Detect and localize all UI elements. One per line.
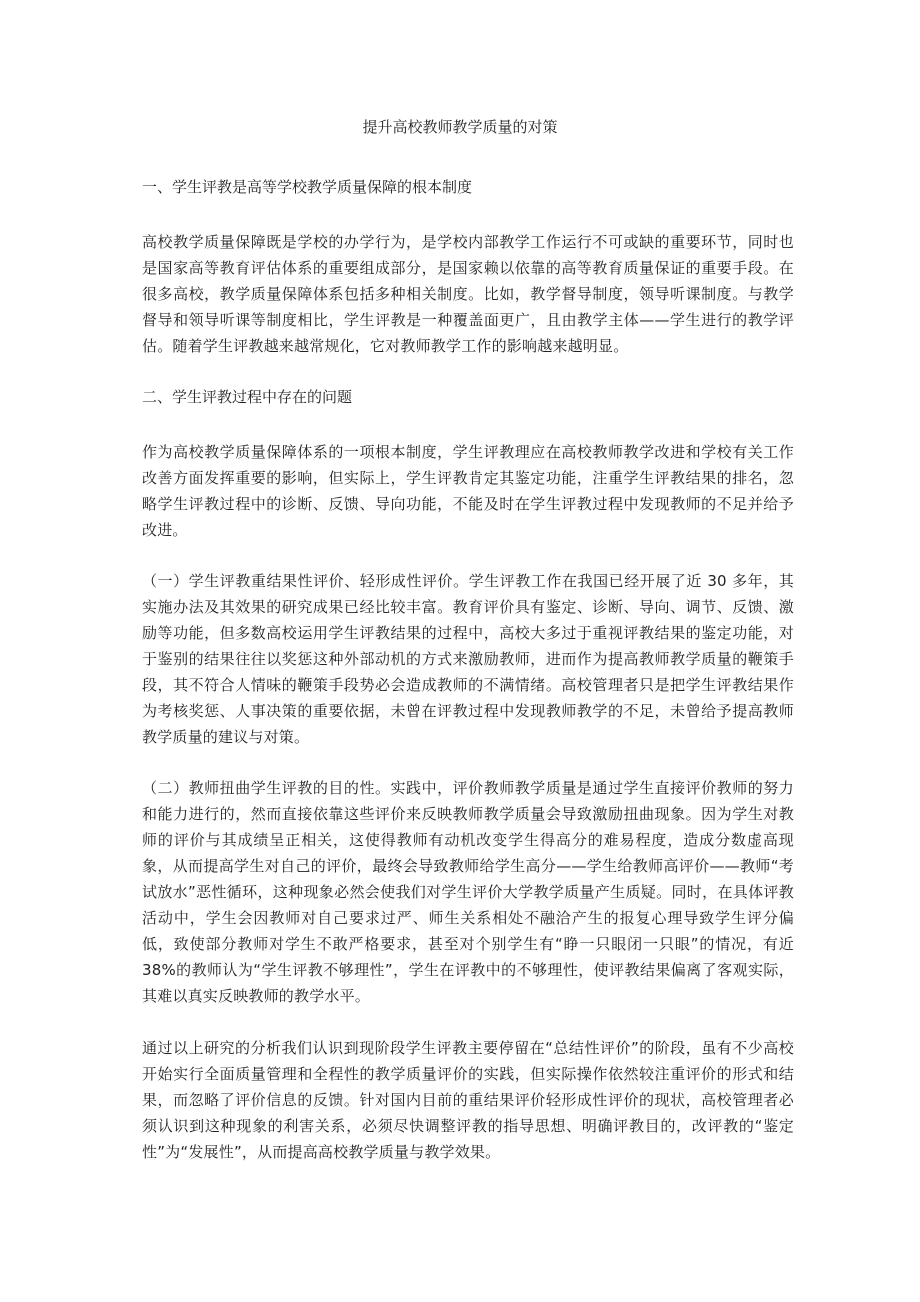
section-heading-1: 一、学生评教是高等学校教学质量保障的根本制度 [142, 178, 473, 196]
document-title: 提升高校教师教学质量的对策 [362, 118, 558, 136]
section-2-point-1-paragraph: （一）学生评教重结果性评价、轻形成性评价。学生评教工作在我国已经开展了近 30 多年，其实施办法及其效果的研究成果已经比较丰富。教育评价具有鉴定、诊断、导向、调节、反馈、激励等功能，但多数高校运用学生评教结果的过程中，高校大多过于重视评教结果的鉴定功能，对于鉴别的结果往往以奖惩这种外部动机的方式来激励教师，进而作为提高教师教学质量的鞭策手段，其不符合人情味的鞭策手段势必会造成教师的不满情绪。高校管理者只是把学生评教结果作为考核奖惩、人事决策的重要依据，未曾在评教过程中发现教师教学的不足，未曾给予提高教师教学质量的建议与对策。 [142, 572, 794, 746]
section-heading-2: 二、学生评教过程中存在的问题 [142, 388, 353, 406]
section-2-conclusion-paragraph: 通过以上研究的分析我们认识到现阶段学生评教主要停留在“总结性评价”的阶段，虽有不少高校开始实行全面质量管理和全程性的教学质量评价的实践，但实际操作依然较注重评价的形式和结果，而忽略了评价信息的反馈。针对国内目前的重结果评价轻形成性评价的现状，高校管理者必须认识到这种现象的利害关系，必须尽快调整评教的指导思想、明确评教目的，改评教的“鉴定性”为“发展性”，从而提高高校教学质量与教学效果。 [142, 1039, 794, 1161]
section-2-point-2-paragraph: （二）教师扭曲学生评教的目的性。实践中，评价教师教学质量是通过学生直接评价教师的努力和能力进行的，然而直接依靠这些评价来反映教师教学质量会导致激励扭曲现象。因为学生对教师的评价与其成绩呈正相关，这使得教师有动机改变学生得高分的难易程度，造成分数虚高现象，从而提高学生对自己的评价，最终会导致教师给学生高分——学生给教师高评价——教师“考试放水”恶性循环，这种现象必然会使我们对学生评价大学教学质量产生质疑。同时，在具体评教活动中，学生会因教师对自己要求过严、师生关系相处不融洽产生的报复心理导致学生评分偏低，致使部分教师对学生不敢严格要求，甚至对个别学生有“睁一只眼闭一只眼”的情况，有近 38%的教师认为“学生评教不够理性”，学生在评教中的不够理性，使评教结果偏离了客观实际，其难以真实反映教师的教学水平。 [142, 779, 794, 1005]
section-2-intro-paragraph: 作为高校教学质量保障体系的一项根本制度，学生评教理应在高校教师教学改进和学校有关工作改善方面发挥重要的影响，但实际上，学生评教肯定其鉴定功能，注重学生评教结果的排名，忽略学生评教过程中的诊断、反馈、导向功能，不能及时在学生评教过程中发现教师的不足并给予改进。 [142, 443, 794, 539]
section-1-paragraph: 高校教学质量保障既是学校的办学行为，是学校内部教学工作运行不可或缺的重要环节，同时也是国家高等教育评估体系的重要组成部分，是国家赖以依靠的高等教育质量保证的重要手段。在很多高校，教学质量保障体系包括多种相关制度。比如，教学督导制度，领导听课制度。与教学督导和领导听课等制度相比，学生评教是一种覆盖面更广，且由教学主体——学生进行的教学评估。随着学生评教越来越常规化，它对教师教学工作的影响越来越明显。 [142, 233, 794, 355]
